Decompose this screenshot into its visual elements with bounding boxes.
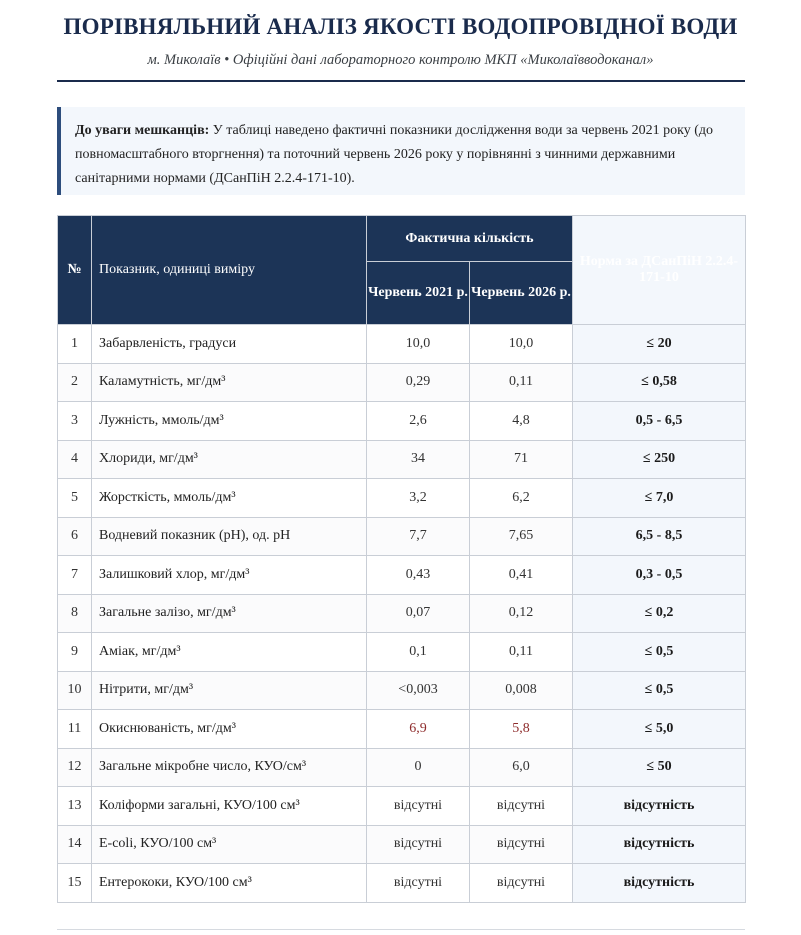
- col-header-actual: Фактична кількість: [367, 216, 573, 262]
- row-number: 8: [58, 594, 92, 633]
- indicator-name: Водневий показник (рН), од. рН: [92, 517, 367, 556]
- value-2021: 0,43: [367, 556, 470, 595]
- row-number: 4: [58, 440, 92, 479]
- value-2026: відсутні: [470, 825, 573, 864]
- row-number: 9: [58, 633, 92, 672]
- norm-value: відсутність: [573, 825, 746, 864]
- row-number: 12: [58, 748, 92, 787]
- value-2021: відсутні: [367, 825, 470, 864]
- value-2026: 10,0: [470, 325, 573, 364]
- row-number: 6: [58, 517, 92, 556]
- norm-value: ≤ 50: [573, 748, 746, 787]
- norm-value: ≤ 0,5: [573, 671, 746, 710]
- value-2026: 6,2: [470, 479, 573, 518]
- norm-value: ≤ 250: [573, 440, 746, 479]
- indicator-name: Нітрити, мг/дм³: [92, 671, 367, 710]
- table-row: [58, 671, 746, 710]
- row-number: 2: [58, 363, 92, 402]
- page-subtitle: м. Миколаїв • Офіційні дані лабораторного контролю МКП «Миколаївводоканал»: [147, 52, 654, 68]
- value-2026: 0,11: [470, 363, 573, 402]
- value-2021: 2,6: [367, 402, 470, 441]
- value-2026: 7,65: [470, 517, 573, 556]
- value-2021: 6,9: [367, 710, 470, 749]
- row-number: 7: [58, 556, 92, 595]
- indicator-name: Забарвленість, градуси: [92, 325, 367, 364]
- value-2021: 0,1: [367, 633, 470, 672]
- norm-value: ≤ 0,2: [573, 594, 746, 633]
- value-2026: 5,8: [470, 710, 573, 749]
- row-number: 3: [58, 402, 92, 441]
- table-row: [58, 864, 746, 903]
- norm-value: ≤ 7,0: [573, 479, 746, 518]
- col-header-2026: Червень 2026 р.: [470, 262, 573, 325]
- indicator-name: E-coli, КУО/100 см³: [92, 825, 367, 864]
- norm-value: ≤ 0,58: [573, 363, 746, 402]
- notice-box: [57, 107, 745, 195]
- norm-value: ≤ 20: [573, 325, 746, 364]
- indicator-name: Аміак, мг/дм³: [92, 633, 367, 672]
- norm-value: 6,5 - 8,5: [573, 517, 746, 556]
- table-row: [58, 633, 746, 672]
- row-number: 1: [58, 325, 92, 364]
- indicator-name: Загальне мікробне число, КУО/см³: [92, 748, 367, 787]
- value-2021: 34: [367, 440, 470, 479]
- value-2026: відсутні: [470, 787, 573, 826]
- title-divider: [57, 80, 745, 82]
- value-2026: 0,008: [470, 671, 573, 710]
- table-row: [58, 402, 746, 441]
- row-number: 5: [58, 479, 92, 518]
- table-row: [58, 748, 746, 787]
- row-number: 14: [58, 825, 92, 864]
- norm-value: відсутність: [573, 864, 746, 903]
- col-header-2021: Червень 2021 р.: [367, 262, 470, 325]
- table-row: [58, 594, 746, 633]
- value-2026: 0,11: [470, 633, 573, 672]
- indicator-name: Ентерококи, КУО/100 см³: [92, 864, 367, 903]
- value-2021: 10,0: [367, 325, 470, 364]
- norm-value: відсутність: [573, 787, 746, 826]
- value-2026: 0,41: [470, 556, 573, 595]
- footer-divider: [57, 929, 745, 930]
- value-2021: <0,003: [367, 671, 470, 710]
- table-row: [58, 710, 746, 749]
- table-body: [58, 325, 746, 903]
- table-row: [58, 517, 746, 556]
- row-number: 11: [58, 710, 92, 749]
- col-header-indicator: Показник, одиниці виміру: [92, 216, 367, 325]
- value-2026: 4,8: [470, 402, 573, 441]
- value-2026: 71: [470, 440, 573, 479]
- value-2021: 0,29: [367, 363, 470, 402]
- table-row: [58, 363, 746, 402]
- value-2021: відсутні: [367, 864, 470, 903]
- notice-text: У таблиці наведено фактичні показники дослідження води за червень 2021 року (до повномасштабного вторгнення) та поточний червень 2026 року у порівнянні з чинними державними санітарними нормами (ДСанПіН 2.2.4-171-10).: [75, 123, 714, 186]
- indicator-name: Окиснюваність, мг/дм³: [92, 710, 367, 749]
- indicator-name: Лужність, ммоль/дм³: [92, 402, 367, 441]
- table-row: [58, 440, 746, 479]
- indicator-name: Загальне залізо, мг/дм³: [92, 594, 367, 633]
- value-2026: відсутні: [470, 864, 573, 903]
- row-number: 10: [58, 671, 92, 710]
- indicator-name: Коліформи загальні, КУО/100 см³: [92, 787, 367, 826]
- value-2021: 0: [367, 748, 470, 787]
- value-2026: 6,0: [470, 748, 573, 787]
- table-row: [58, 787, 746, 826]
- water-quality-table: [57, 215, 746, 903]
- value-2021: 0,07: [367, 594, 470, 633]
- indicator-name: Хлориди, мг/дм³: [92, 440, 367, 479]
- notice-lead: До уваги мешканців:: [75, 123, 210, 138]
- table-row: [58, 825, 746, 864]
- col-header-no: №: [58, 216, 92, 325]
- table-row: [58, 325, 746, 364]
- norm-value: ≤ 0,5: [573, 633, 746, 672]
- norm-value: ≤ 5,0: [573, 710, 746, 749]
- value-2021: відсутні: [367, 787, 470, 826]
- indicator-name: Жорсткість, ммоль/дм³: [92, 479, 367, 518]
- page-title: ПОРІВНЯЛЬНИЙ АНАЛІЗ ЯКОСТІ ВОДОПРОВІДНОЇ ВОДИ: [63, 14, 738, 39]
- row-number: 13: [58, 787, 92, 826]
- col-header-norm: Норма за ДСанПіН 2.2.4-171-10: [573, 216, 746, 325]
- table-row: [58, 556, 746, 595]
- value-2021: 7,7: [367, 517, 470, 556]
- table-row: [58, 479, 746, 518]
- indicator-name: Залишковий хлор, мг/дм³: [92, 556, 367, 595]
- norm-value: 0,5 - 6,5: [573, 402, 746, 441]
- norm-value: 0,3 - 0,5: [573, 556, 746, 595]
- value-2026: 0,12: [470, 594, 573, 633]
- row-number: 15: [58, 864, 92, 903]
- value-2021: 3,2: [367, 479, 470, 518]
- indicator-name: Каламутність, мг/дм³: [92, 363, 367, 402]
